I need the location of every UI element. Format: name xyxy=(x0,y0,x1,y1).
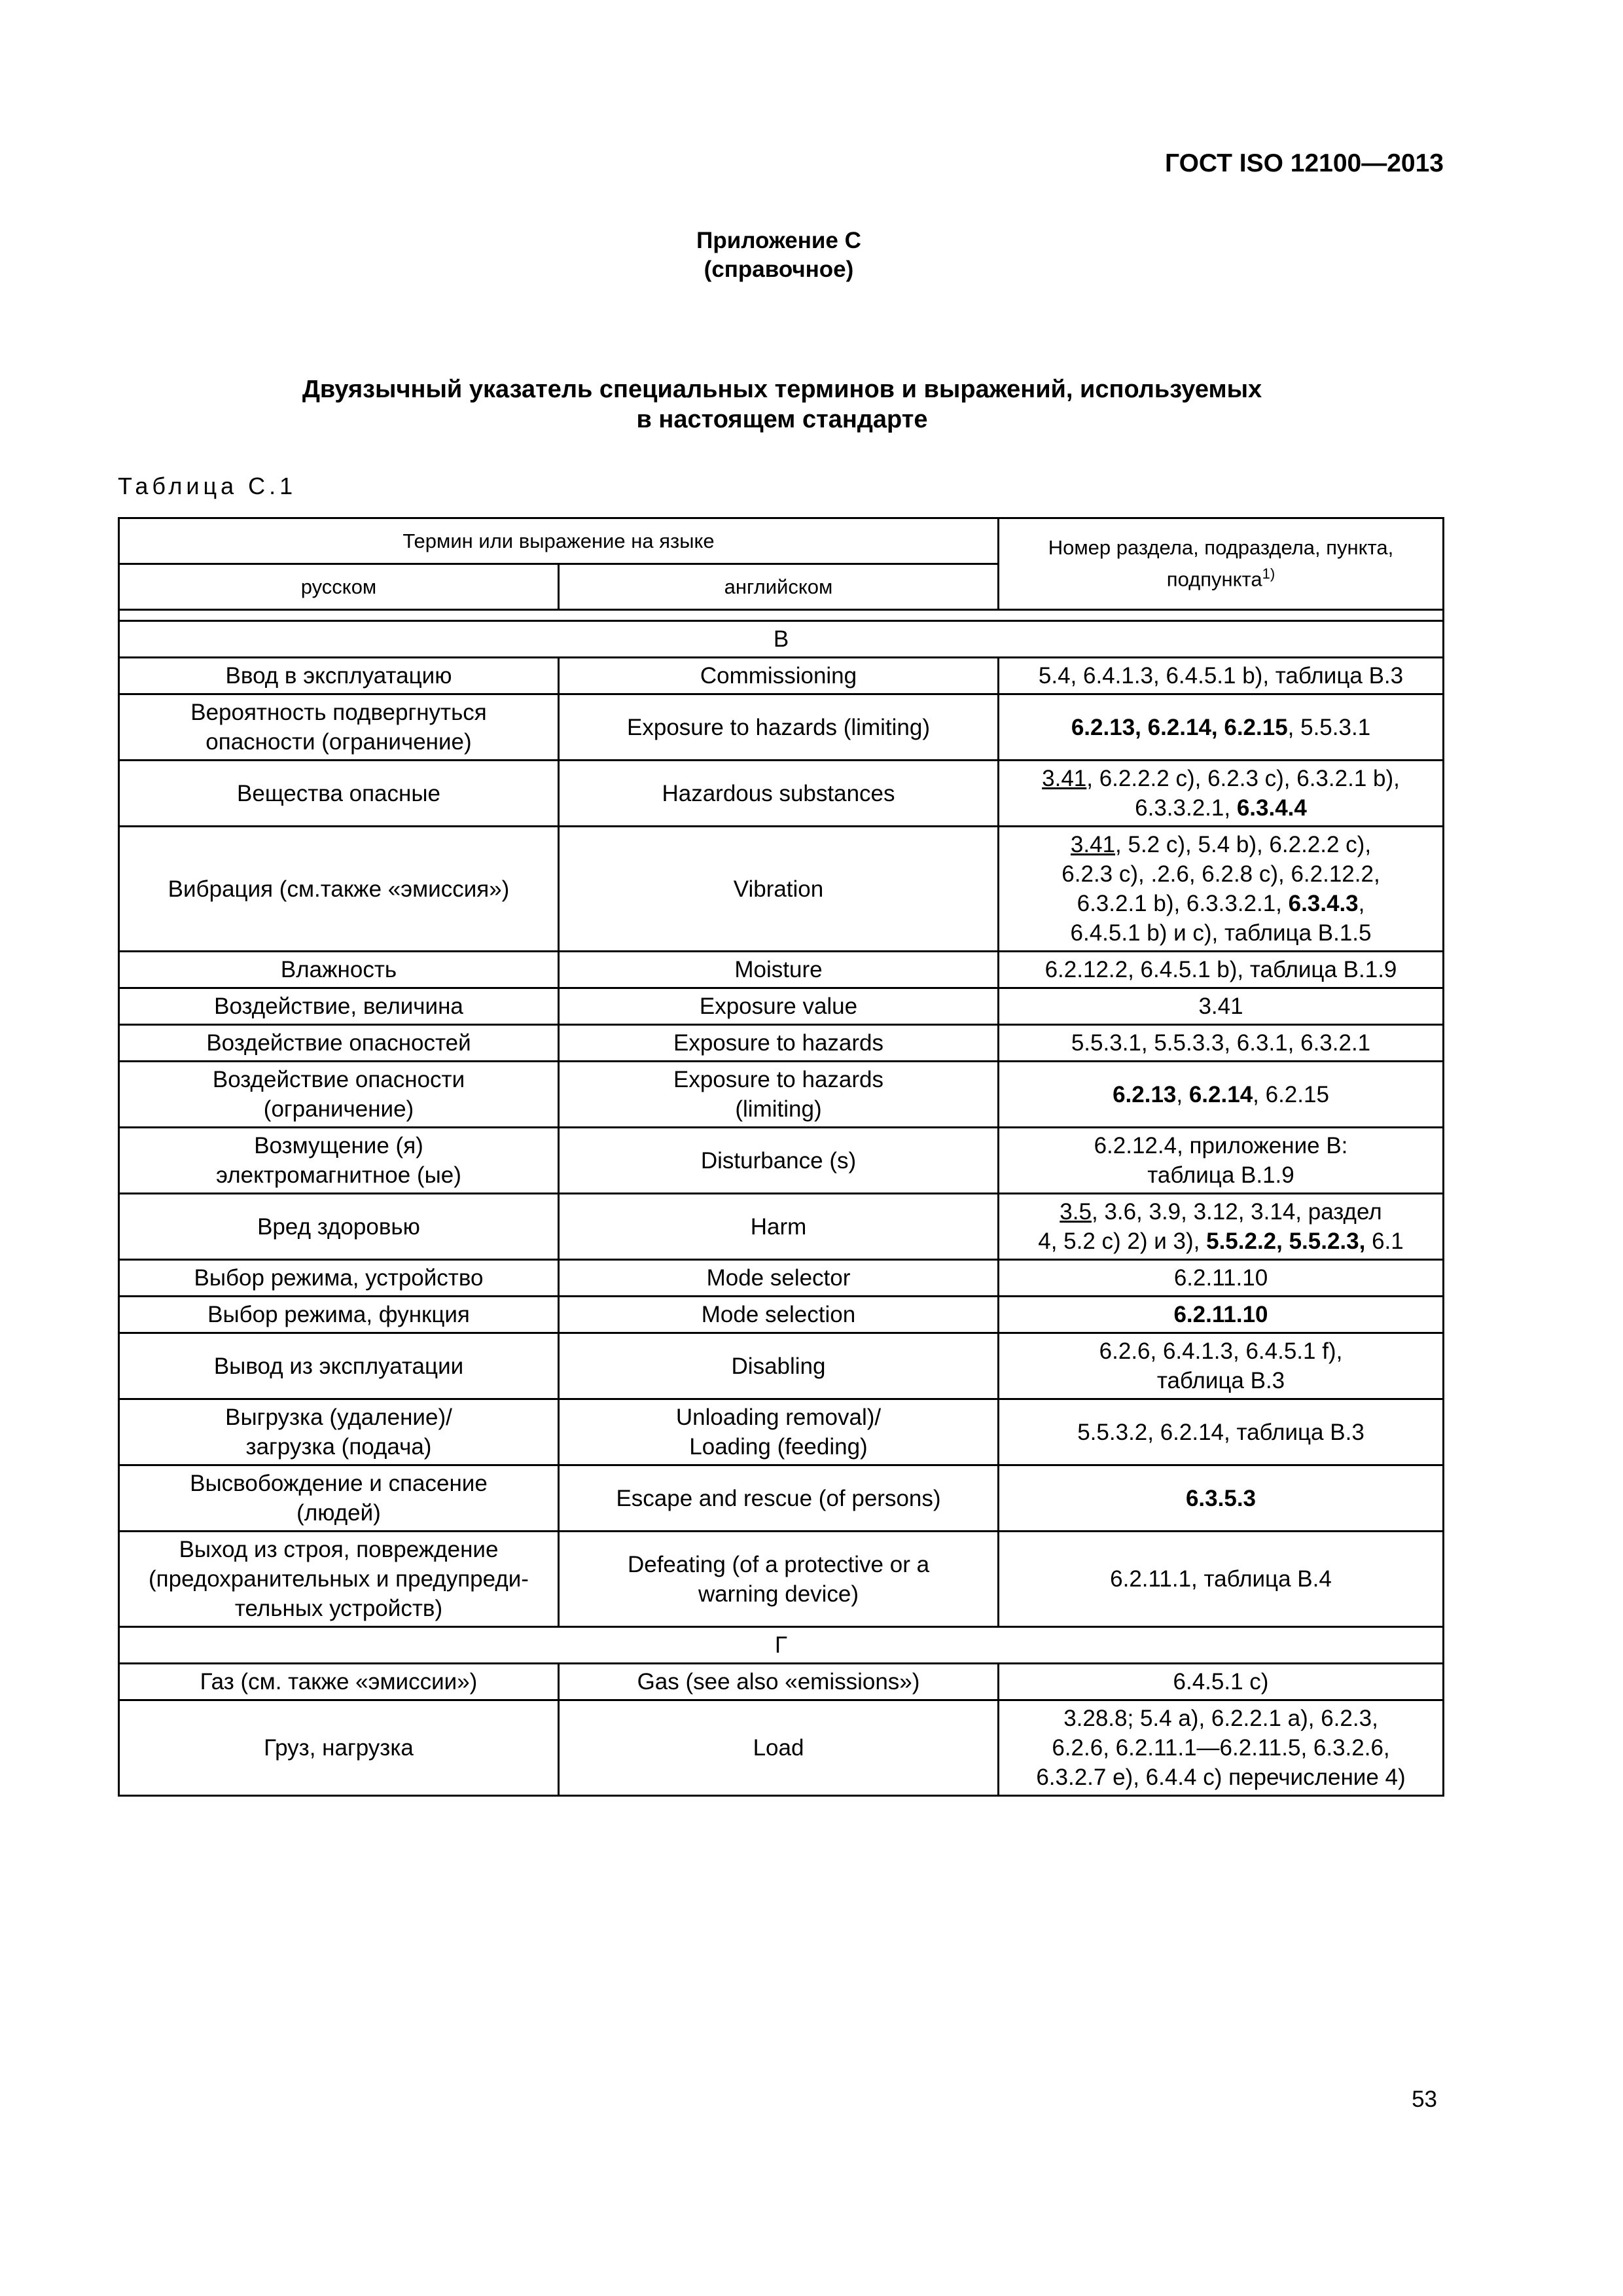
term-english xyxy=(559,952,999,988)
term-line: Mode selection xyxy=(701,1302,856,1327)
term-russian xyxy=(119,1700,559,1796)
table-row xyxy=(119,1664,1444,1700)
reference-text: 6.3.3.2.1, xyxy=(1135,795,1237,821)
term-line: (предохранительных и предупреди- xyxy=(149,1566,529,1592)
reference-text: 3.28.8; 5.4 a), 6.2.2.1 a), 6.2.3, xyxy=(1063,1706,1378,1731)
term-russian xyxy=(119,761,559,827)
reference-line xyxy=(1006,661,1436,691)
term-line: Выбор режима, функция xyxy=(207,1302,470,1327)
table-row xyxy=(119,1465,1444,1532)
table-row xyxy=(119,1062,1444,1128)
section-letter: В xyxy=(119,621,1444,658)
reference-line xyxy=(1006,1336,1436,1366)
term-russian xyxy=(119,694,559,761)
term-line: электромагнитное (ые) xyxy=(216,1162,461,1188)
term-english xyxy=(559,1025,999,1062)
reference-text: , 6.2.15 xyxy=(1253,1081,1329,1107)
term-line: Disturbance (s) xyxy=(700,1147,857,1174)
term-line: Unloading removal)/ xyxy=(675,1405,882,1430)
term-russian xyxy=(119,1025,559,1062)
appendix-type: (справочное) xyxy=(704,257,854,282)
reference-underlined: 3.5 xyxy=(1060,1199,1092,1225)
reference-text: , 5.2 c), 5.4 b), 6.2.2.2 c), xyxy=(1115,832,1372,857)
term-english xyxy=(559,1664,999,1700)
reference-line xyxy=(1006,793,1436,823)
table-row xyxy=(119,1297,1444,1333)
section-reference xyxy=(999,1260,1444,1297)
reference-line xyxy=(1006,992,1436,1021)
term-line: Defeating (of a protective or a xyxy=(627,1551,930,1577)
term-line: Вывод из эксплуатации xyxy=(213,1353,464,1379)
term-russian xyxy=(119,1532,559,1627)
reference-bold: 6.2.13, 6.2.14, 6.2.15 xyxy=(1071,714,1288,740)
reference-bold: 6.2.14 xyxy=(1188,1081,1253,1107)
reference-text: 5.5.3.1, 5.5.3.3, 6.3.1, 6.3.2.1 xyxy=(1071,1030,1371,1056)
term-line: Moisture xyxy=(734,957,823,982)
table-row xyxy=(119,952,1444,988)
term-english xyxy=(559,694,999,761)
reference-text: 6.4.5.1 b) и с), таблица В.1.5 xyxy=(1070,920,1372,946)
term-line: Вероятность подвергнуться xyxy=(190,700,487,725)
section-spacer xyxy=(119,610,1444,621)
term-line: Воздействие опасностей xyxy=(206,1030,471,1056)
term-line: Mode selector xyxy=(706,1265,851,1291)
term-line: Выгрузка (удаление)/ xyxy=(225,1405,452,1430)
term-line: Высвобождение и спасение xyxy=(190,1471,488,1496)
term-english xyxy=(559,988,999,1025)
header-section-number xyxy=(999,518,1444,610)
section-reference xyxy=(999,1465,1444,1532)
term-line: Exposure value xyxy=(699,994,858,1019)
term-line: Escape and rescue (of persons) xyxy=(616,1485,941,1511)
table-row xyxy=(119,827,1444,952)
term-russian xyxy=(119,1128,559,1194)
reference-text: , xyxy=(1358,891,1365,916)
table-label: Таблица С.1 xyxy=(118,473,297,499)
section-reference xyxy=(999,1128,1444,1194)
term-english xyxy=(559,1194,999,1260)
page-title xyxy=(118,374,1446,435)
footnote-ref: 1) xyxy=(1262,565,1275,583)
term-line: Влажность xyxy=(280,957,397,982)
section-reference xyxy=(999,1700,1444,1796)
table-row xyxy=(119,1399,1444,1465)
appendix-title: Приложение С xyxy=(696,228,861,253)
bilingual-index-table xyxy=(118,517,1444,1797)
term-english xyxy=(559,1700,999,1796)
reference-bold: 6.2.13 xyxy=(1113,1081,1177,1107)
term-english xyxy=(559,761,999,827)
header-section-number-text: Номер раздела, подраздела, пункта, подпункта xyxy=(1048,536,1394,591)
reference-line xyxy=(1006,1366,1436,1395)
reference-text: 6.1 xyxy=(1365,1229,1404,1254)
term-english xyxy=(559,1333,999,1399)
reference-bold: 6.2.11.10 xyxy=(1173,1302,1268,1327)
term-russian xyxy=(119,1399,559,1465)
reference-bold: 5.5.2.2, 5.5.2.3, xyxy=(1206,1229,1366,1254)
term-line: Вибрация (см.также «эмиссия») xyxy=(168,876,510,902)
term-line: (ограничение) xyxy=(263,1096,414,1122)
term-russian xyxy=(119,952,559,988)
reference-line xyxy=(1006,1300,1436,1329)
reference-text: 6.4.5.1 c) xyxy=(1173,1669,1269,1695)
section-reference xyxy=(999,1664,1444,1700)
table-row xyxy=(119,1260,1444,1297)
term-russian xyxy=(119,827,559,952)
table-row xyxy=(119,988,1444,1025)
term-russian xyxy=(119,1465,559,1532)
reference-line xyxy=(1006,1418,1436,1447)
term-line: Груз, нагрузка xyxy=(264,1735,414,1761)
section-reference xyxy=(999,1194,1444,1260)
header-russian: русском xyxy=(119,564,559,610)
section-reference xyxy=(999,1333,1444,1399)
reference-line xyxy=(1006,1131,1436,1160)
reference-line xyxy=(1006,1263,1436,1293)
reference-line xyxy=(1006,1080,1436,1109)
reference-line xyxy=(1006,1484,1436,1513)
reference-text: 6.2.11.10 xyxy=(1173,1265,1268,1291)
reference-text: 4, 5.2 c) 2) и 3), xyxy=(1038,1229,1207,1254)
section-reference xyxy=(999,1025,1444,1062)
reference-line xyxy=(1006,830,1436,859)
reference-text: , 5.5.3.1 xyxy=(1287,714,1371,740)
section-reference xyxy=(999,1062,1444,1128)
reference-text: , xyxy=(1176,1081,1189,1107)
reference-text: , 6.2.2.2 c), 6.2.3 c), 6.3.2.1 b), xyxy=(1086,766,1400,791)
term-russian xyxy=(119,988,559,1025)
term-line: загрузка (подача) xyxy=(245,1434,432,1460)
section-reference xyxy=(999,1297,1444,1333)
term-line: (limiting) xyxy=(735,1096,822,1122)
term-line: Commissioning xyxy=(700,663,857,689)
table-row xyxy=(119,1194,1444,1260)
term-line: Ввод в эксплуатацию xyxy=(225,663,452,689)
term-line: Газ (см. также «эмиссии») xyxy=(200,1669,478,1695)
reference-text: 6.3.2.1 b), 6.3.3.2.1, xyxy=(1077,891,1289,916)
term-english xyxy=(559,1465,999,1532)
section-spacer-cell xyxy=(119,610,1444,621)
term-line: Loading (feeding) xyxy=(689,1434,868,1460)
reference-line xyxy=(1006,918,1436,948)
table-row xyxy=(119,761,1444,827)
term-english xyxy=(559,1062,999,1128)
term-russian xyxy=(119,1297,559,1333)
section-reference xyxy=(999,761,1444,827)
page-title-line-2: в настоящем стандарте xyxy=(636,406,928,433)
section-reference xyxy=(999,827,1444,952)
reference-text: таблица В.1.9 xyxy=(1147,1162,1294,1188)
reference-bold: 6.3.5.3 xyxy=(1185,1485,1257,1511)
section-reference xyxy=(999,658,1444,694)
reference-line xyxy=(1006,1160,1436,1190)
term-line: Выход из строя, повреждение xyxy=(179,1537,499,1562)
table-row xyxy=(119,1700,1444,1796)
table-row xyxy=(119,658,1444,694)
reference-text: 6.2.11.1, таблица В.4 xyxy=(1110,1566,1332,1592)
term-english xyxy=(559,1260,999,1297)
reference-underlined: 3.41 xyxy=(1042,766,1087,791)
appendix-heading xyxy=(0,228,1558,283)
reference-line xyxy=(1006,1704,1436,1733)
reference-text: 6.2.12.4, приложение В: xyxy=(1094,1133,1348,1158)
term-line: Harm xyxy=(750,1213,807,1240)
term-english xyxy=(559,827,999,952)
section-letter: Г xyxy=(119,1627,1444,1664)
reference-line xyxy=(1006,1028,1436,1058)
reference-text: 6.2.6, 6.2.11.1—6.2.11.5, 6.3.2.6, xyxy=(1052,1735,1390,1761)
reference-text: , 3.6, 3.9, 3.12, 3.14, раздел xyxy=(1091,1199,1382,1225)
section-letter-row xyxy=(119,621,1444,658)
term-line: Gas (see also «emissions») xyxy=(637,1669,920,1695)
term-russian xyxy=(119,1664,559,1700)
term-english xyxy=(559,1399,999,1465)
term-russian xyxy=(119,1333,559,1399)
reference-text: 6.2.3 c), .2.6, 6.2.8 c), 6.2.12.2, xyxy=(1061,861,1380,887)
document-code: ГОСТ ISO 12100—2013 xyxy=(1164,149,1444,177)
term-line: Hazardous substances xyxy=(662,780,895,806)
reference-text: 6.2.6, 6.4.1.3, 6.4.5.1 f), xyxy=(1099,1338,1343,1364)
term-line: Exposure to hazards xyxy=(673,1030,883,1056)
header-term-group: Термин или выражение на языке xyxy=(119,518,999,564)
reference-text: 6.2.12.2, 6.4.5.1 b), таблица В.1.9 xyxy=(1044,957,1397,982)
reference-line xyxy=(1006,955,1436,984)
term-russian xyxy=(119,658,559,694)
term-russian xyxy=(119,1062,559,1128)
reference-bold: 6.3.4.4 xyxy=(1236,795,1307,821)
table-body xyxy=(119,610,1444,1796)
term-line: тельных устройств) xyxy=(234,1596,443,1621)
reference-text: 6.3.2.7 e), 6.4.4 c) перечисление 4) xyxy=(1036,1765,1406,1790)
page-title-line-1: Двуязычный указатель специальных терминов и выражений, используемых xyxy=(302,376,1262,403)
term-english xyxy=(559,1532,999,1627)
reference-line xyxy=(1006,1564,1436,1594)
term-line: (людей) xyxy=(296,1500,381,1526)
term-russian xyxy=(119,1260,559,1297)
section-reference xyxy=(999,952,1444,988)
term-line: Вещества опасные xyxy=(237,780,440,806)
reference-line xyxy=(1006,1733,1436,1763)
term-russian xyxy=(119,1194,559,1260)
table-row xyxy=(119,1025,1444,1062)
reference-line xyxy=(1006,859,1436,889)
page-number: 53 xyxy=(1412,2087,1437,2112)
reference-underlined: 3.41 xyxy=(1070,832,1116,857)
reference-text: 3.41 xyxy=(1198,994,1243,1019)
term-english xyxy=(559,658,999,694)
header-english: английском xyxy=(559,564,999,610)
term-line: Воздействие, величина xyxy=(214,994,463,1019)
reference-text: 5.5.3.2, 6.2.14, таблица В.3 xyxy=(1077,1419,1364,1445)
reference-line xyxy=(1006,1197,1436,1227)
section-reference xyxy=(999,694,1444,761)
section-reference xyxy=(999,1532,1444,1627)
term-line: Disabling xyxy=(731,1353,826,1379)
term-line: warning device) xyxy=(698,1581,859,1607)
term-line: Возмущение (я) xyxy=(254,1133,423,1158)
table-row xyxy=(119,1532,1444,1627)
reference-line xyxy=(1006,889,1436,918)
term-line: Выбор режима, устройство xyxy=(194,1265,484,1291)
reference-line xyxy=(1006,1763,1436,1792)
table-row xyxy=(119,1333,1444,1399)
term-line: опасности (ограничение) xyxy=(205,729,472,755)
term-english xyxy=(559,1128,999,1194)
reference-text: 5.4, 6.4.1.3, 6.4.5.1 b), таблица В.3 xyxy=(1038,663,1404,689)
term-line: Vibration xyxy=(733,876,824,902)
reference-line xyxy=(1006,1667,1436,1696)
table-row xyxy=(119,694,1444,761)
section-letter-row xyxy=(119,1627,1444,1664)
table-row xyxy=(119,1128,1444,1194)
term-line: Воздействие опасности xyxy=(212,1067,465,1092)
section-reference xyxy=(999,988,1444,1025)
term-english xyxy=(559,1297,999,1333)
term-line: Exposure to hazards (limiting) xyxy=(627,714,930,740)
reference-line xyxy=(1006,764,1436,793)
term-line: Exposure to hazards xyxy=(673,1067,883,1092)
reference-line xyxy=(1006,713,1436,742)
reference-bold: 6.3.4.3 xyxy=(1288,891,1359,916)
term-line: Вред здоровью xyxy=(257,1213,420,1240)
term-line: Load xyxy=(753,1735,804,1761)
section-reference xyxy=(999,1399,1444,1465)
reference-line xyxy=(1006,1227,1436,1256)
reference-text: таблица В.3 xyxy=(1156,1368,1285,1393)
